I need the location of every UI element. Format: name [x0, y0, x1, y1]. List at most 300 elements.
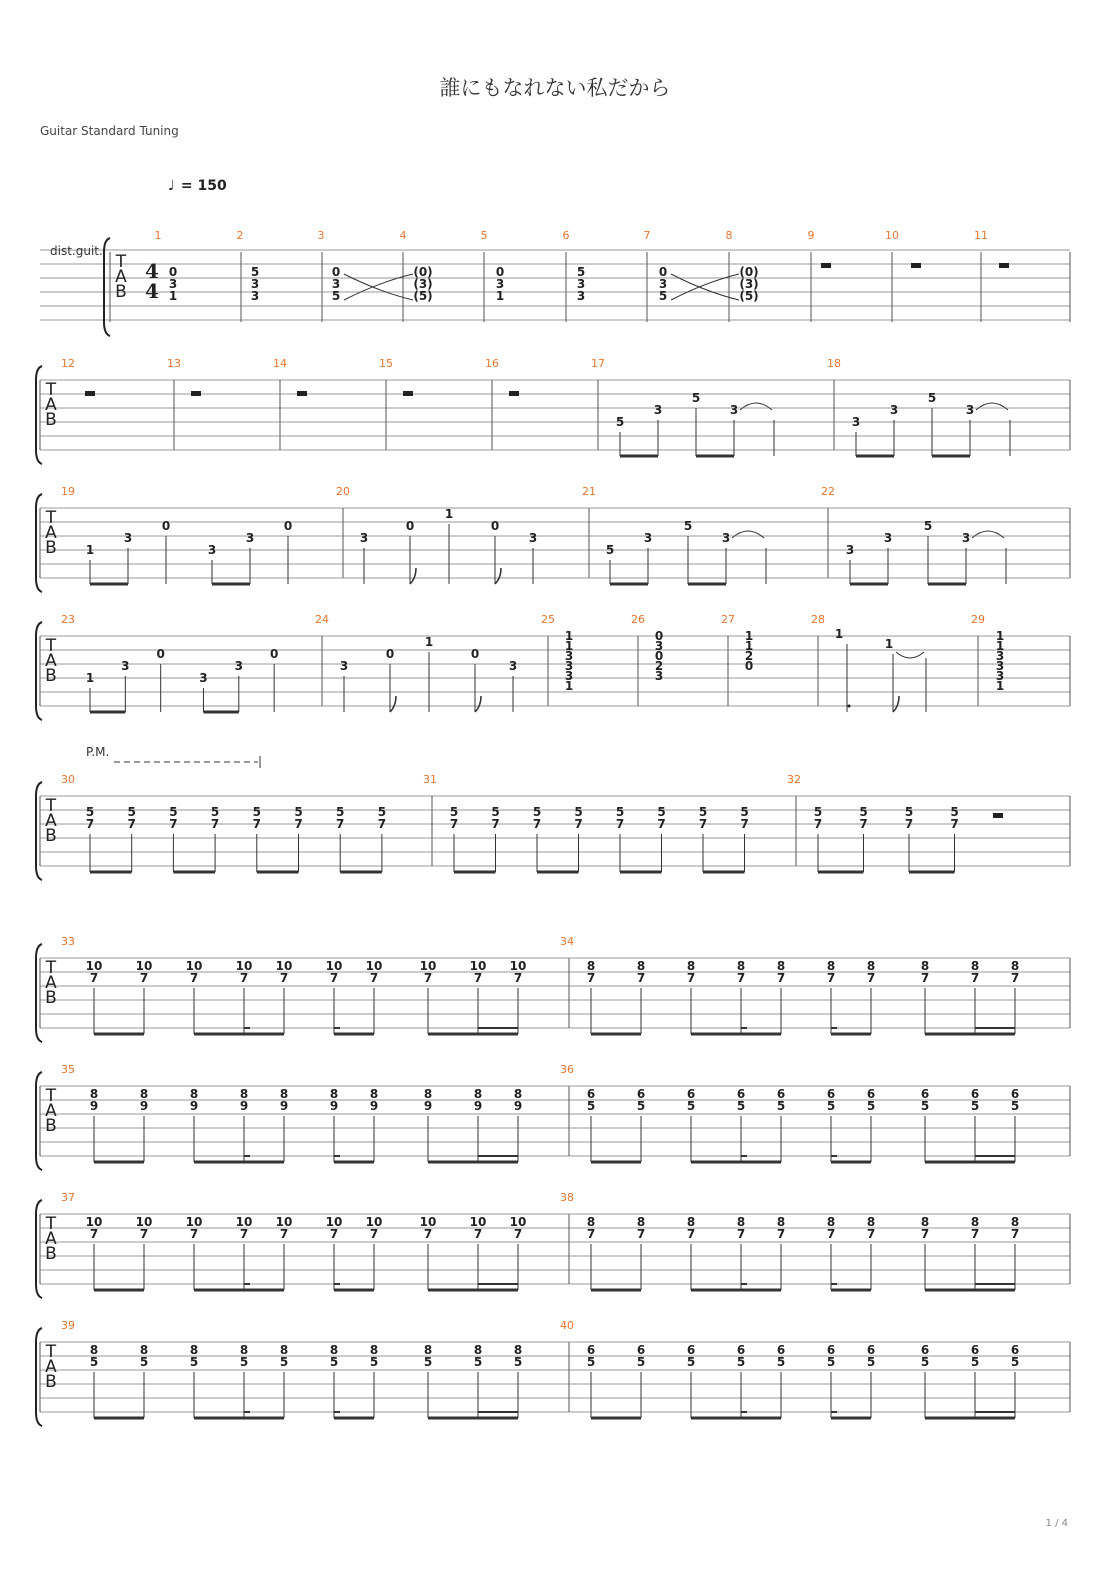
fret-number: 8 [329, 1087, 339, 1101]
fret-number: 6 [686, 1087, 696, 1101]
tab-clef-letter: B [45, 988, 57, 1008]
fret-number: 5 [331, 289, 341, 303]
tab-clef-letter: B [45, 1116, 57, 1136]
fret-number: 3 [250, 289, 260, 303]
fret-number: 7 [866, 1227, 876, 1241]
fret-number: 5 [826, 1099, 836, 1113]
fret-number: 7 [859, 817, 868, 831]
fret-number: 5 [576, 265, 586, 279]
fret-number: 8 [776, 1215, 786, 1229]
fret-number: 6 [776, 1087, 786, 1101]
fret-number: 6 [736, 1343, 746, 1357]
rest-symbol [993, 813, 1003, 818]
system-bracket [36, 366, 42, 464]
fret-number: 1 [168, 289, 178, 303]
tab-clef-letter: B [115, 282, 127, 302]
fret-number: 1 [564, 639, 574, 653]
fret-number: 0 [654, 649, 664, 663]
fret-number: 5 [776, 1355, 786, 1369]
fret-number: 3 [564, 669, 574, 683]
time-signature-top: 4 [145, 259, 159, 283]
fret-number: 10 [185, 959, 203, 973]
fret-number: 8 [920, 959, 930, 973]
fret-number: 7 [686, 971, 696, 985]
tab-clef-letter: A [45, 811, 57, 831]
measure-number: 3 [317, 229, 325, 242]
fret-number: 0 [405, 519, 415, 533]
fret-number: 7 [89, 971, 99, 985]
fret-number: 7 [574, 817, 583, 831]
fret-number: 5 [377, 805, 387, 819]
fret-number: 9 [473, 1099, 483, 1113]
system-bracket [36, 944, 42, 1042]
fret-number: 5 [210, 805, 220, 819]
fret-number: 5 [252, 805, 261, 819]
fret-number: 5 [970, 1355, 980, 1369]
fret-number: 5 [736, 1099, 746, 1113]
measure-number: 9 [807, 229, 815, 242]
fret-number: 0 [331, 265, 341, 279]
measure-number: 39 [61, 1319, 75, 1332]
rest-symbol [911, 263, 921, 268]
fret-number: 7 [586, 1227, 596, 1241]
system-bracket [36, 782, 42, 880]
fret-number: 3 [564, 649, 574, 663]
fret-number: 3 [965, 403, 975, 417]
fret-number: 3 [889, 403, 899, 417]
fret-number: 5 [859, 805, 868, 819]
fret-number: 8 [686, 1215, 696, 1229]
fret-number: 5 [250, 265, 260, 279]
fret-number: 1 [744, 639, 754, 653]
measure-number: 21 [582, 485, 596, 498]
fret-number: 8 [473, 1343, 483, 1357]
fret-number: 0 [654, 629, 664, 643]
fret-number: 1 [744, 629, 754, 643]
fret-number: 5 [329, 1355, 339, 1369]
fret-number: 0 [283, 519, 293, 533]
fret-number: 5 [473, 1355, 483, 1369]
measure-number: 1 [154, 229, 162, 242]
fret-number: (3) [413, 277, 433, 291]
fret-number: 5 [491, 805, 500, 819]
fret-number: 6 [636, 1343, 646, 1357]
tab-clef-letter: T [45, 796, 57, 816]
fret-number: 7 [377, 817, 387, 831]
fret-number: 7 [449, 817, 459, 831]
fret-number: 8 [89, 1087, 99, 1101]
fret-number: 3 [995, 669, 1005, 683]
fret-number: 5 [89, 1355, 99, 1369]
fret-number: 7 [776, 971, 786, 985]
fret-number: 5 [586, 1099, 596, 1113]
fret-number: 9 [239, 1099, 249, 1113]
fret-number: 7 [586, 971, 596, 985]
fret-number: 6 [776, 1343, 786, 1357]
fret-number: 10 [135, 959, 153, 973]
fret-number: 3 [234, 659, 243, 673]
fret-number: 0 [658, 265, 668, 279]
tie-arc [976, 403, 1008, 410]
fret-number: 8 [1010, 959, 1020, 973]
note-flag [410, 568, 416, 584]
page-number: 1 / 4 [1045, 1518, 1068, 1529]
fret-number: 5 [615, 805, 625, 819]
measure-number: 40 [560, 1319, 574, 1332]
measure-number: 8 [725, 229, 733, 242]
fret-number: 3 [653, 403, 663, 417]
fret-number: 7 [473, 971, 483, 985]
tab-clef-letter: T [45, 1342, 57, 1362]
fret-number: 3 [339, 659, 349, 673]
fret-number: 10 [365, 1215, 383, 1229]
tab-clef-letter: A [45, 395, 57, 415]
fret-number: 7 [369, 1227, 379, 1241]
fret-number: 8 [279, 1343, 289, 1357]
fret-number: (5) [413, 289, 433, 303]
fret-number: 7 [636, 1227, 646, 1241]
time-signature-bottom: 4 [145, 279, 159, 303]
fret-number: 7 [736, 1227, 746, 1241]
tab-clef-letter: B [45, 538, 57, 558]
fret-number: 7 [294, 817, 303, 831]
fret-number: 5 [574, 805, 583, 819]
measure-number: 20 [336, 485, 350, 498]
fret-number: 7 [970, 1227, 980, 1241]
fret-number: 8 [513, 1343, 523, 1357]
fret-number: 8 [970, 1215, 980, 1229]
fret-number: 10 [325, 959, 343, 973]
fret-number: 10 [85, 1215, 103, 1229]
fret-number: 6 [920, 1343, 930, 1357]
fret-number: 5 [532, 805, 542, 819]
fret-number: 5 [683, 519, 693, 533]
rest-symbol [999, 263, 1009, 268]
measure-number: 15 [379, 357, 393, 370]
measure-number: 13 [167, 357, 181, 370]
measure-number: 23 [61, 613, 75, 626]
measure-number: 17 [591, 357, 605, 370]
fret-number: 5 [636, 1099, 646, 1113]
fret-number: (3) [739, 277, 759, 291]
measure-number: 32 [787, 773, 801, 786]
fret-number: 1 [564, 679, 574, 693]
fret-number: 7 [776, 1227, 786, 1241]
system-bracket [104, 238, 110, 336]
system-bracket [36, 622, 42, 720]
tab-clef-letter: A [45, 1357, 57, 1377]
fret-number: 7 [423, 971, 433, 985]
fret-number: 6 [1010, 1343, 1020, 1357]
fret-number: 8 [139, 1087, 149, 1101]
measure-number: 30 [61, 773, 75, 786]
tab-clef-letter: T [45, 380, 57, 400]
fret-number: 5 [189, 1355, 199, 1369]
fret-number: 10 [275, 1215, 293, 1229]
fret-number: 7 [740, 817, 749, 831]
measure-number: 37 [61, 1191, 75, 1204]
fret-number: 3 [199, 671, 208, 685]
measure-number: 11 [974, 229, 988, 242]
fret-number: 8 [473, 1087, 483, 1101]
fret-number: 5 [615, 415, 625, 429]
fret-number: 6 [866, 1343, 876, 1357]
fret-number: 8 [736, 1215, 746, 1229]
fret-number: 7 [826, 1227, 836, 1241]
fret-number: 8 [279, 1087, 289, 1101]
fret-number: 7 [210, 817, 220, 831]
fret-number: (0) [413, 265, 433, 279]
fret-number: 7 [189, 971, 199, 985]
fret-number: 8 [686, 959, 696, 973]
fret-number: 10 [509, 959, 527, 973]
fret-number: 5 [1010, 1099, 1020, 1113]
fret-number: 8 [586, 959, 596, 973]
fret-number: 1 [85, 543, 95, 557]
tab-clef-letter: A [45, 651, 57, 671]
fret-number: 7 [336, 817, 345, 831]
fret-number: 3 [359, 531, 369, 545]
fret-number: 7 [813, 817, 823, 831]
tab-clef-letter: T [45, 636, 57, 656]
tie-arc [740, 403, 772, 410]
fret-number: 8 [826, 959, 836, 973]
system-bracket [36, 1200, 42, 1298]
measure-number: 28 [811, 613, 825, 626]
fret-number: 5 [970, 1099, 980, 1113]
tempo-value: = 150 [180, 178, 227, 194]
fret-number: 9 [369, 1099, 379, 1113]
measure-number: 6 [562, 229, 570, 242]
rest-symbol [509, 391, 519, 396]
tab-clef-letter: B [45, 1372, 57, 1392]
fret-number: 2 [654, 659, 664, 673]
fret-number: 7 [636, 971, 646, 985]
fret-number: 8 [189, 1087, 199, 1101]
fret-number: 5 [920, 1355, 930, 1369]
fret-number: 10 [325, 1215, 343, 1229]
measure-number: 22 [821, 485, 835, 498]
fret-number: 5 [127, 805, 136, 819]
fret-number: 1 [884, 637, 894, 651]
fret-number: 5 [336, 805, 345, 819]
tie-arc [896, 652, 924, 658]
tab-clef-letter: B [45, 1244, 57, 1264]
tuning-label: Guitar Standard Tuning [40, 124, 179, 138]
note-flag [475, 696, 481, 712]
fret-number: 1 [564, 629, 574, 643]
rest-symbol [403, 391, 413, 396]
fret-number: 7 [423, 1227, 433, 1241]
fret-number: 7 [686, 1227, 696, 1241]
fret-number: 3 [658, 277, 668, 291]
fret-number: 10 [509, 1215, 527, 1229]
fret-number: 0 [470, 647, 480, 661]
measure-number: 10 [885, 229, 899, 242]
fret-number: 1 [995, 639, 1005, 653]
fret-number: 8 [970, 959, 980, 973]
fret-number: 3 [654, 639, 664, 653]
fret-number: 9 [423, 1099, 433, 1113]
fret-number: 3 [721, 531, 731, 545]
measure-number: 4 [399, 229, 407, 242]
fret-number: 8 [239, 1343, 249, 1357]
rest-symbol [297, 391, 307, 396]
fret-number: 9 [279, 1099, 289, 1113]
measure-number: 12 [61, 357, 75, 370]
fret-number: 5 [369, 1355, 379, 1369]
fret-number: 6 [586, 1343, 596, 1357]
fret-number: 5 [920, 1099, 930, 1113]
fret-number: 8 [369, 1343, 379, 1357]
tie-arc [732, 531, 764, 538]
fret-number: 8 [423, 1343, 433, 1357]
fret-number: 7 [369, 971, 379, 985]
fret-number: 6 [826, 1087, 836, 1101]
fret-number: 8 [920, 1215, 930, 1229]
instrument-label: dist.guit. [50, 244, 103, 258]
fret-number: 10 [419, 1215, 437, 1229]
page-title: 誰にもなれない私だから [439, 76, 671, 100]
fret-number: 5 [449, 805, 459, 819]
fret-number: 10 [235, 959, 253, 973]
fret-number: 5 [813, 805, 823, 819]
fret-number: 9 [329, 1099, 339, 1113]
fret-number: 8 [866, 1215, 876, 1229]
measure-number: 34 [560, 935, 574, 948]
fret-number: 5 [686, 1355, 696, 1369]
fret-number: 7 [89, 1227, 99, 1241]
fret-number: 9 [189, 1099, 199, 1113]
tab-clef-letter: A [115, 267, 127, 287]
dot-duration [848, 705, 851, 708]
fret-number: 0 [490, 519, 500, 533]
fret-number: 8 [239, 1087, 249, 1101]
fret-number: 7 [904, 817, 914, 831]
tab-clef-letter: T [45, 508, 57, 528]
fret-number: 8 [866, 959, 876, 973]
fret-number: 5 [636, 1355, 646, 1369]
fret-number: 7 [139, 971, 149, 985]
fret-number: 5 [866, 1355, 876, 1369]
fret-number: 7 [513, 971, 523, 985]
fret-number: 0 [156, 647, 165, 661]
fret-number: 10 [185, 1215, 203, 1229]
fret-number: 7 [615, 817, 625, 831]
fret-number: 6 [866, 1087, 876, 1101]
fret-number: 8 [636, 959, 646, 973]
measure-number: 14 [273, 357, 287, 370]
fret-number: 8 [189, 1343, 199, 1357]
fret-number: 7 [279, 1227, 289, 1241]
fret-number: 7 [127, 817, 136, 831]
fret-number: 3 [331, 277, 341, 291]
fret-number: 5 [776, 1099, 786, 1113]
measure-number: 24 [315, 613, 329, 626]
fret-number: 5 [866, 1099, 876, 1113]
fret-number: 6 [1010, 1087, 1020, 1101]
fret-number: 10 [469, 1215, 487, 1229]
fret-number: 10 [469, 959, 487, 973]
measure-number: 16 [485, 357, 499, 370]
fret-number: 3 [643, 531, 653, 545]
fret-number: 3 [995, 659, 1005, 673]
fret-number: 3 [654, 669, 664, 683]
fret-number: 1 [495, 289, 505, 303]
fret-number: 0 [495, 265, 505, 279]
fret-number: 6 [970, 1343, 980, 1357]
fret-number: 8 [636, 1215, 646, 1229]
fret-number: 9 [513, 1099, 523, 1113]
fret-number: 10 [235, 1215, 253, 1229]
measure-number: 29 [971, 613, 985, 626]
fret-number: 7 [1010, 971, 1020, 985]
tab-clef-letter: T [45, 958, 57, 978]
fret-number: 5 [691, 391, 701, 405]
system-bracket [36, 494, 42, 592]
fret-number: 3 [123, 531, 133, 545]
fret-number: 7 [279, 971, 289, 985]
fret-number: 5 [139, 1355, 149, 1369]
fret-number: 7 [1010, 1227, 1020, 1241]
fret-number: 1 [995, 629, 1005, 643]
fret-number: 7 [239, 1227, 249, 1241]
fret-number: 7 [866, 971, 876, 985]
fret-number: 6 [586, 1087, 596, 1101]
fret-number: (5) [739, 289, 759, 303]
fret-number: 3 [576, 277, 586, 291]
tab-clef-letter: T [45, 1214, 57, 1234]
fret-number: 6 [686, 1343, 696, 1357]
fret-number: 5 [736, 1355, 746, 1369]
fret-number: 0 [161, 519, 171, 533]
fret-number: 3 [245, 531, 255, 545]
fret-number: 7 [970, 971, 980, 985]
measure-number: 5 [480, 229, 488, 242]
fret-number: 7 [169, 817, 178, 831]
measure-number: 7 [643, 229, 651, 242]
tab-clef-letter: A [45, 523, 57, 543]
fret-number: 7 [698, 817, 708, 831]
system-bracket [36, 1328, 42, 1426]
fret-number: 3 [168, 277, 178, 291]
tab-clef-letter: A [45, 1229, 57, 1249]
fret-number: 7 [189, 1227, 199, 1241]
rest-symbol [191, 391, 201, 396]
fret-number: 0 [744, 659, 754, 673]
fret-number: 7 [252, 817, 261, 831]
fret-number: 3 [121, 659, 130, 673]
fret-number: 5 [239, 1355, 249, 1369]
note-flag [495, 568, 501, 584]
tab-clef-letter: B [45, 666, 57, 686]
fret-number: 7 [657, 817, 666, 831]
fret-number: 8 [776, 959, 786, 973]
system-bracket [36, 1072, 42, 1170]
fret-number: 0 [385, 647, 395, 661]
fret-number: 1 [995, 679, 1005, 693]
note-flag [390, 696, 396, 712]
measure-number: 25 [541, 613, 555, 626]
rest-symbol [821, 263, 831, 268]
fret-number: 8 [586, 1215, 596, 1229]
fret-number: 6 [636, 1087, 646, 1101]
fret-number: 3 [576, 289, 586, 303]
fret-number: 3 [961, 531, 971, 545]
palm-mute-label: P.M. [86, 745, 110, 759]
measure-number: 18 [827, 357, 841, 370]
fret-number: 3 [495, 277, 505, 291]
